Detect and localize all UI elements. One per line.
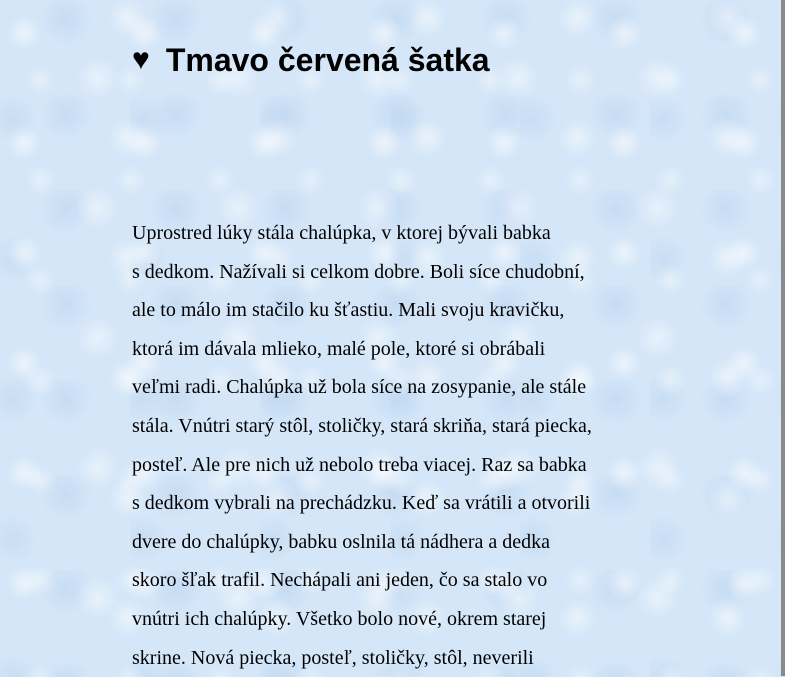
story-line: s dedkom. Nažívali si celkom dobre. Boli síce chudobní, <box>132 260 585 283</box>
story-line: skrine. Nová piecka, posteľ, stoličky, stôl, neverili <box>132 646 534 669</box>
story-text <box>132 214 692 677</box>
story-line: veľmi radi. Chalúpka už bola síce na zosypanie, ale stále <box>132 376 587 399</box>
story-line: vnútri ich chalúpky. Všetko bolo nové, okrem starej <box>132 607 547 630</box>
heart-icon: ♥ <box>132 43 150 76</box>
story-line: ktorá im dávala mlieko, malé pole, ktoré si obrábali <box>132 337 546 360</box>
page-title-text: Tmavo červená šatka <box>165 42 490 78</box>
story-line: skoro šľak trafil. Nechápali ani jeden, čo sa stalo vo <box>132 569 548 592</box>
story-line: s dedkom vybrali na prechádzku. Keď sa vrátili a otvorili <box>132 492 591 515</box>
page-title <box>132 40 692 80</box>
page-content <box>132 0 692 669</box>
story-line: dvere do chalúpky, babku oslnila tá nádhera a dedka <box>132 530 550 553</box>
story-line: Uprostred lúky stála chalúpka, v ktorej bývali babka <box>132 222 551 244</box>
scrollbar-edge[interactable] <box>781 0 785 676</box>
story-line: stála. Vnútri starý stôl, stoličky, stará skriňa, stará piecka, <box>132 414 592 437</box>
story-line: ale to málo im stačilo ku šťastiu. Mali svoju kravičku, <box>132 299 565 322</box>
story-line: posteľ. Ale pre nich už nebolo treba viacej. Raz sa babka <box>132 453 587 476</box>
